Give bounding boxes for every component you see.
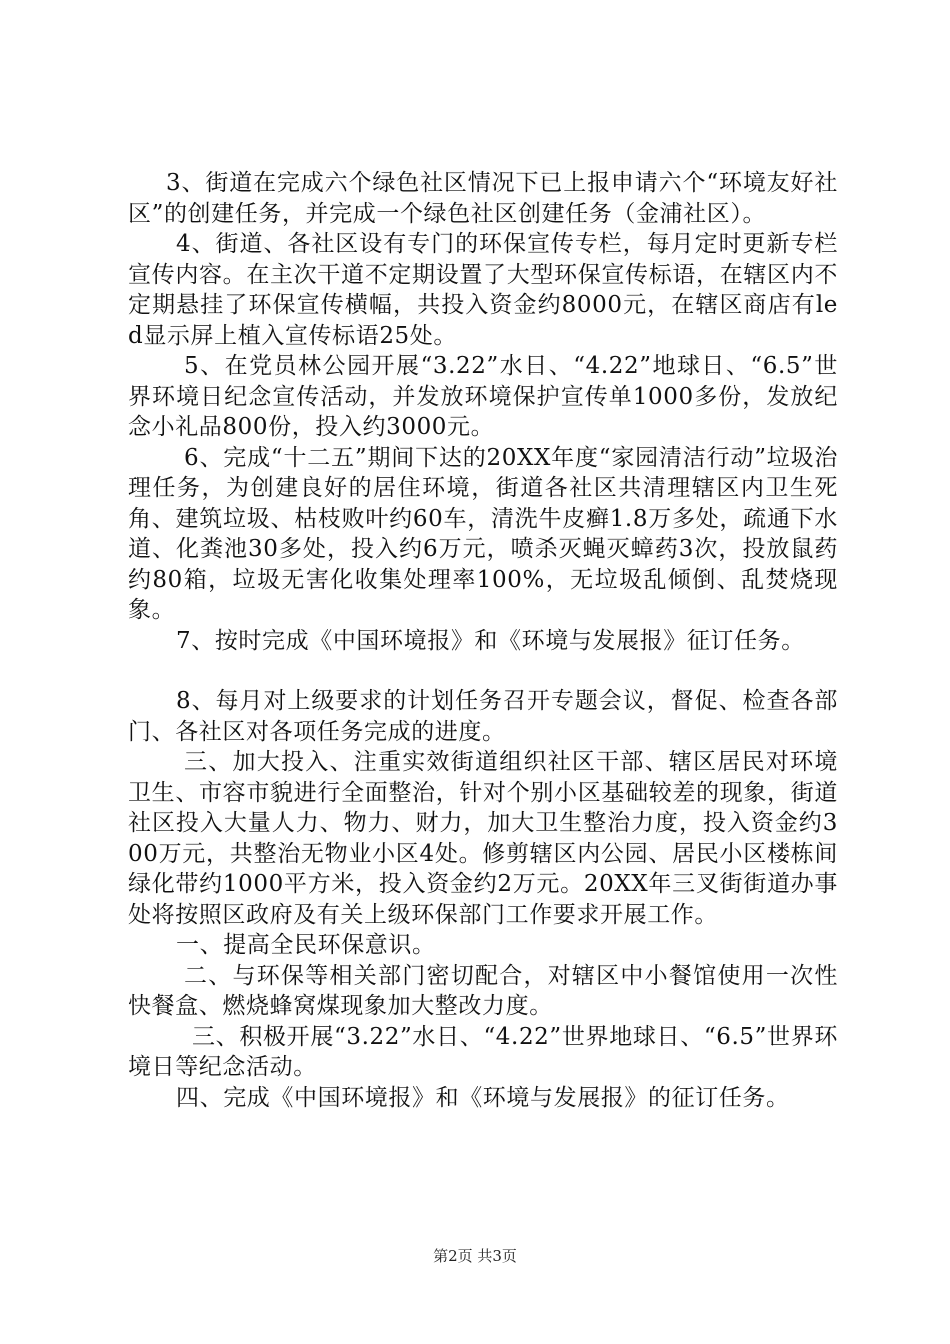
paragraph-1: 3、街道在完成六个绿色社区情况下已上报申请六个“环境友好社区”的创建任务，并完成一个绿色社区创建任务（金浦社区）。 xyxy=(128,170,838,227)
paragraph-6: 8、每月对上级要求的计划任务召开专题会议，督促、检查各部门、各社区对各项任务完成的进度。 xyxy=(128,688,838,745)
paragraph-10: 三、积极开展“3.22”水日、“4.22”世界地球日、“6.5”世界环境日等纪念活动。 xyxy=(128,1023,838,1080)
paragraph-8: 一、提高全民环保意识。 xyxy=(176,932,436,958)
paragraph-7: 三、加大投入、注重实效街道组织社区干部、辖区居民对环境卫生、市容市貌进行全面整治，针对个别小区基础较差的现象，街道社区投入大量人力、物力、财力，加大卫生整治力度，投入资金约300万元，共整治无物业小区4处。修剪辖区内公园、居民小区楼栋间绿化带约1000平方米，投入资金约2万元。20XX年三叉街街道办事处将按照区政府及有关上级环保部门工作要求开展工作。 xyxy=(128,749,838,928)
document-body xyxy=(128,168,838,1113)
page-number-footer: 第2页 共3页 xyxy=(433,1247,517,1265)
paragraph-4: 6、完成“十二五”期间下达的20XX年度“家园清洁行动”垃圾治理任务，为创建良好的居住环境，街道各社区共清理辖区内卫生死角、建筑垃圾、枯枝败叶约60车，清洗牛皮癣1.8万多处，疏通下水道、化粪池30多处，投入约6万元，喷杀灭蝇灭蟑药3次，投放鼠药约80箱，垃圾无害化收集处理率100%，无垃圾乱倾倒、乱焚烧现象。 xyxy=(128,444,838,623)
paragraph-9: 二、与环保等相关部门密切配合，对辖区中小餐馆使用一次性快餐盒、燃烧蜂窝煤现象加大整改力度。 xyxy=(128,962,838,1019)
paragraph-2: 4、街道、各社区设有专门的环保宣传专栏，每月定时更新专栏宣传内容。在主次干道不定期设置了大型环保宣传标语，在辖区内不定期悬挂了环保宣传横幅，共投入资金约8000元，在辖区商店有led显示屏上植入宣传标语25处。 xyxy=(128,231,838,349)
paragraph-3: 5、在党员林公园开展“3.22”水日、“4.22”地球日、“6.5”世界环境日纪念宣传活动，并发放环境保护宣传单1000多份，发放纪念小礼品800份，投入约3000元。 xyxy=(128,353,838,440)
paragraph-5: 7、按时完成《中国环境报》和《环境与发展报》征订任务。 xyxy=(176,627,805,654)
paragraph-11: 四、完成《中国环境报》和《环境与发展报》的征订任务。 xyxy=(176,1084,790,1111)
paragraph-gap xyxy=(128,656,838,686)
